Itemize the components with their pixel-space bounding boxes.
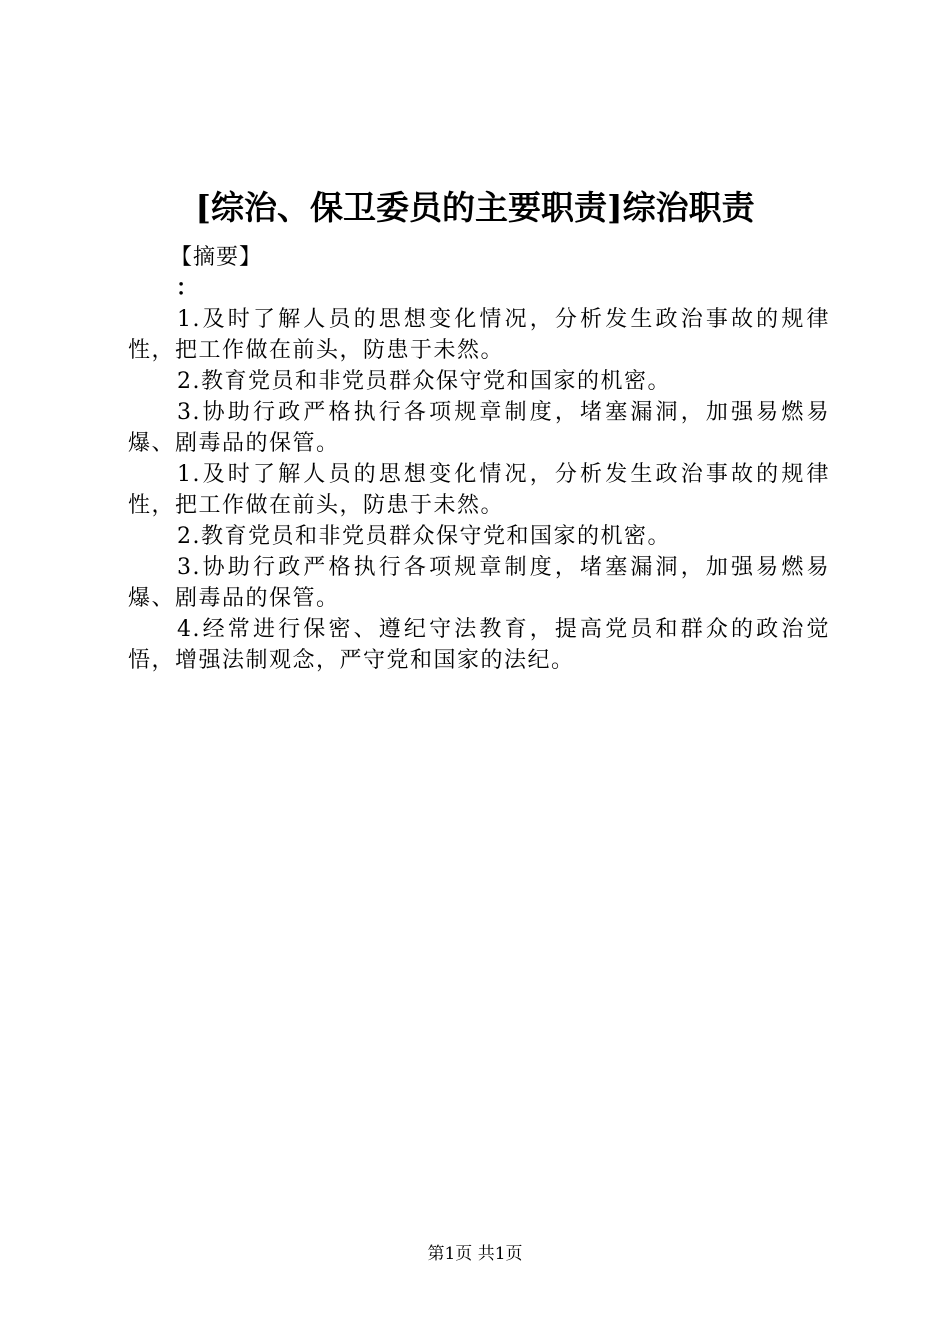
page-footer: 第1页 共1页 — [427, 1244, 523, 1264]
paragraph-3: 3.协助行政严格执行各项规章制度，堵塞漏洞，加强易燃易爆、剧毒品的保管。 — [128, 400, 830, 456]
paragraph-4: 1.及时了解人员的思想变化情况，分析发生政治事故的规律性，把工作做在前头，防患于未然。 — [128, 462, 830, 518]
paragraph-5: 2.教育党员和非党员群众保守党和国家的机密。 — [177, 524, 671, 549]
paragraph-7: 4.经常进行保密、遵纪守法教育，提高党员和群众的政治觉悟，增强法制观念，严守党和国家的法纪。 — [128, 617, 830, 673]
paragraph-2: 2.教育党员和非党员群众保守党和国家的机密。 — [177, 369, 671, 394]
document-body — [128, 242, 830, 676]
paragraph-6: 3.协助行政严格执行各项规章制度，堵塞漏洞，加强易燃易爆、剧毒品的保管。 — [128, 555, 830, 611]
abstract-colon: ： — [176, 275, 199, 301]
document-title: [综治、保卫委员的主要职责]综治职责 — [195, 188, 755, 227]
abstract-label: 【摘要】 — [170, 245, 263, 270]
paragraph-1: 1.及时了解人员的思想变化情况，分析发生政治事故的规律性，把工作做在前头，防患于未然。 — [128, 307, 830, 363]
